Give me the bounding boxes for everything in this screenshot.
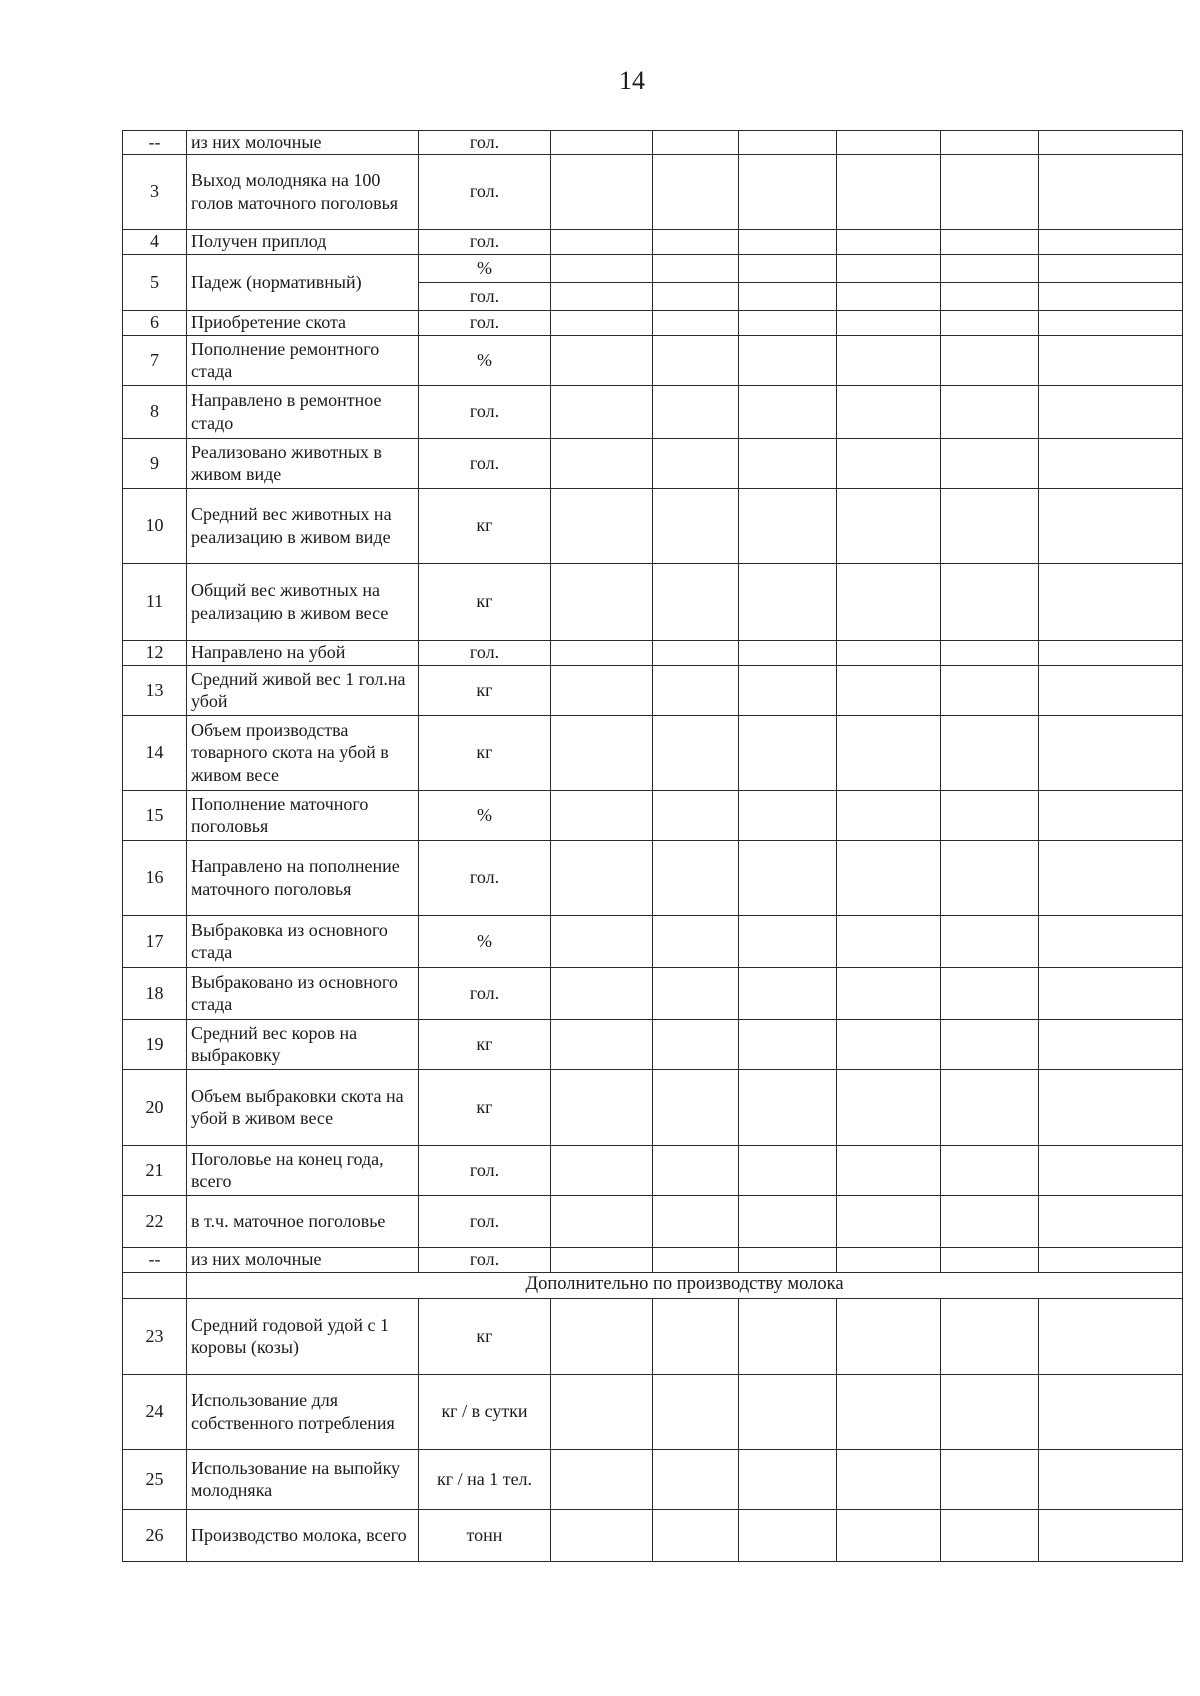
value-cell xyxy=(739,488,837,563)
unit-cell: % xyxy=(419,254,551,282)
value-cell xyxy=(837,840,941,915)
value-cell xyxy=(653,1069,739,1145)
value-cell xyxy=(551,1298,653,1374)
value-cell xyxy=(837,563,941,640)
row-number: 21 xyxy=(123,1145,187,1195)
value-cell xyxy=(551,254,653,282)
indicator-name: Направлено на пополнение маточного поголовья xyxy=(187,840,419,915)
value-cell xyxy=(837,385,941,438)
value-cell xyxy=(1039,915,1183,967)
unit-cell: гол. xyxy=(419,310,551,335)
indicator-name: Пополнение маточного поголовья xyxy=(187,790,419,840)
value-cell xyxy=(837,438,941,488)
value-cell xyxy=(941,967,1039,1019)
value-cell xyxy=(653,1298,739,1374)
value-cell xyxy=(941,310,1039,335)
unit-cell: кг xyxy=(419,488,551,563)
value-cell xyxy=(739,335,837,385)
value-cell xyxy=(653,438,739,488)
indicator-name: Средний вес животных на реализацию в живом виде xyxy=(187,488,419,563)
value-cell xyxy=(941,1449,1039,1509)
table-row xyxy=(123,1195,1183,1247)
value-cell xyxy=(1039,1449,1183,1509)
unit-cell: кг xyxy=(419,1019,551,1069)
value-cell xyxy=(1039,385,1183,438)
table-row xyxy=(123,154,1183,229)
row-number: 22 xyxy=(123,1195,187,1247)
value-cell xyxy=(837,335,941,385)
value-cell xyxy=(653,488,739,563)
indicator-name: Общий вес животных на реализацию в живом весе xyxy=(187,563,419,640)
value-cell xyxy=(653,1374,739,1449)
table-row xyxy=(123,840,1183,915)
table-row xyxy=(123,915,1183,967)
row-number: 25 xyxy=(123,1449,187,1509)
value-cell xyxy=(653,665,739,715)
value-cell xyxy=(551,1195,653,1247)
table-row xyxy=(123,438,1183,488)
indicator-name: Объем выбраковки скота на убой в живом весе xyxy=(187,1069,419,1145)
indicator-name: Выбраковано из основного стада xyxy=(187,967,419,1019)
value-cell xyxy=(739,1145,837,1195)
indicator-name: Объем производства товарного скота на убой в живом весе xyxy=(187,715,419,790)
value-cell xyxy=(653,335,739,385)
value-cell xyxy=(941,385,1039,438)
value-cell xyxy=(941,154,1039,229)
value-cell xyxy=(837,488,941,563)
row-number: 26 xyxy=(123,1509,187,1561)
value-cell xyxy=(837,229,941,254)
unit-cell: % xyxy=(419,915,551,967)
table-row xyxy=(123,1449,1183,1509)
table-row xyxy=(123,790,1183,840)
unit-cell: гол. xyxy=(419,154,551,229)
value-cell xyxy=(837,1019,941,1069)
row-number: 5 xyxy=(123,254,187,310)
value-cell xyxy=(1039,254,1183,282)
livestock-table xyxy=(122,130,1183,1562)
unit-cell: гол. xyxy=(419,840,551,915)
value-cell xyxy=(653,563,739,640)
value-cell xyxy=(653,1247,739,1272)
row-number: 20 xyxy=(123,1069,187,1145)
value-cell xyxy=(739,1195,837,1247)
indicator-name: Направлено в ремонтное стадо xyxy=(187,385,419,438)
value-cell xyxy=(653,254,739,282)
table-row xyxy=(123,131,1183,155)
value-cell xyxy=(551,1145,653,1195)
indicator-name: Направлено на убой xyxy=(187,640,419,665)
value-cell xyxy=(941,915,1039,967)
value-cell xyxy=(1039,282,1183,310)
value-cell xyxy=(551,310,653,335)
row-number: 14 xyxy=(123,715,187,790)
unit-cell: кг xyxy=(419,1298,551,1374)
unit-cell: гол. xyxy=(419,1247,551,1272)
table-row xyxy=(123,229,1183,254)
value-cell xyxy=(837,715,941,790)
value-cell xyxy=(1039,665,1183,715)
row-number: 23 xyxy=(123,1298,187,1374)
section-spacer xyxy=(123,1272,187,1298)
value-cell xyxy=(551,665,653,715)
value-cell xyxy=(551,640,653,665)
row-number: 24 xyxy=(123,1374,187,1449)
row-number: 16 xyxy=(123,840,187,915)
value-cell xyxy=(837,1374,941,1449)
value-cell xyxy=(739,1449,837,1509)
value-cell xyxy=(941,1298,1039,1374)
indicator-name: Получен приплод xyxy=(187,229,419,254)
unit-cell: гол. xyxy=(419,282,551,310)
unit-cell: гол. xyxy=(419,1145,551,1195)
value-cell xyxy=(551,438,653,488)
value-cell xyxy=(941,715,1039,790)
unit-cell: кг xyxy=(419,563,551,640)
value-cell xyxy=(1039,563,1183,640)
table-row xyxy=(123,1019,1183,1069)
value-cell xyxy=(837,640,941,665)
value-cell xyxy=(1039,1509,1183,1561)
indicator-name: Падеж (нормативный) xyxy=(187,254,419,310)
value-cell xyxy=(1039,335,1183,385)
value-cell xyxy=(551,790,653,840)
table-row xyxy=(123,254,1183,282)
indicator-name: Реализовано животных в живом виде xyxy=(187,438,419,488)
value-cell xyxy=(837,1247,941,1272)
indicator-name: Пополнение ремонтного стада xyxy=(187,335,419,385)
value-cell xyxy=(1039,715,1183,790)
value-cell xyxy=(1039,1019,1183,1069)
unit-cell: кг xyxy=(419,715,551,790)
value-cell xyxy=(1039,1069,1183,1145)
unit-cell: гол. xyxy=(419,131,551,155)
value-cell xyxy=(941,131,1039,155)
page-number: 14 xyxy=(619,66,645,95)
row-number: 8 xyxy=(123,385,187,438)
unit-cell: кг xyxy=(419,665,551,715)
value-cell xyxy=(551,840,653,915)
unit-cell: кг xyxy=(419,1069,551,1145)
table-row xyxy=(123,335,1183,385)
value-cell xyxy=(1039,1247,1183,1272)
row-number: 6 xyxy=(123,310,187,335)
value-cell xyxy=(837,1449,941,1509)
value-cell xyxy=(941,1069,1039,1145)
value-cell xyxy=(739,715,837,790)
value-cell xyxy=(739,790,837,840)
unit-cell: гол. xyxy=(419,229,551,254)
value-cell xyxy=(739,840,837,915)
value-cell xyxy=(1039,488,1183,563)
unit-cell: тонн xyxy=(419,1509,551,1561)
value-cell xyxy=(653,1509,739,1561)
row-number: 17 xyxy=(123,915,187,967)
value-cell xyxy=(941,282,1039,310)
value-cell xyxy=(551,1247,653,1272)
value-cell xyxy=(551,1449,653,1509)
value-cell xyxy=(653,1449,739,1509)
value-cell xyxy=(739,665,837,715)
unit-cell: кг / в сутки xyxy=(419,1374,551,1449)
value-cell xyxy=(837,967,941,1019)
value-cell xyxy=(1039,310,1183,335)
value-cell xyxy=(1039,154,1183,229)
value-cell xyxy=(941,665,1039,715)
value-cell xyxy=(1039,640,1183,665)
value-cell xyxy=(837,1145,941,1195)
value-cell xyxy=(739,1298,837,1374)
value-cell xyxy=(551,229,653,254)
indicator-name: Выбраковка из основного стада xyxy=(187,915,419,967)
value-cell xyxy=(551,715,653,790)
indicator-name: Использование на выпойку молодняка xyxy=(187,1449,419,1509)
value-cell xyxy=(1039,1195,1183,1247)
value-cell xyxy=(551,1374,653,1449)
indicator-name: из них молочные xyxy=(187,131,419,155)
row-number: 15 xyxy=(123,790,187,840)
value-cell xyxy=(653,1195,739,1247)
value-cell xyxy=(837,915,941,967)
section-row xyxy=(123,1272,1183,1298)
indicator-name: Средний вес коров на выбраковку xyxy=(187,1019,419,1069)
value-cell xyxy=(837,310,941,335)
value-cell xyxy=(837,1509,941,1561)
table-row xyxy=(123,715,1183,790)
value-cell xyxy=(653,282,739,310)
table-row xyxy=(123,1145,1183,1195)
value-cell xyxy=(837,790,941,840)
value-cell xyxy=(653,840,739,915)
value-cell xyxy=(941,254,1039,282)
value-cell xyxy=(739,310,837,335)
value-cell xyxy=(739,154,837,229)
indicator-name: Использование для собственного потребления xyxy=(187,1374,419,1449)
row-number: 7 xyxy=(123,335,187,385)
value-cell xyxy=(1039,840,1183,915)
table-row xyxy=(123,640,1183,665)
value-cell xyxy=(739,254,837,282)
value-cell xyxy=(941,438,1039,488)
table-row xyxy=(123,665,1183,715)
value-cell xyxy=(739,1247,837,1272)
value-cell xyxy=(739,1509,837,1561)
indicator-name: Производство молока, всего xyxy=(187,1509,419,1561)
indicator-name: Средний годовой удой с 1 коровы (козы) xyxy=(187,1298,419,1374)
row-number: 10 xyxy=(123,488,187,563)
table-row xyxy=(123,1374,1183,1449)
value-cell xyxy=(739,385,837,438)
row-number: -- xyxy=(123,1247,187,1272)
value-cell xyxy=(1039,967,1183,1019)
value-cell xyxy=(739,967,837,1019)
indicator-name: Поголовье на конец года, всего xyxy=(187,1145,419,1195)
unit-cell: гол. xyxy=(419,438,551,488)
indicator-name: Выход молодняка на 100 голов маточного поголовья xyxy=(187,154,419,229)
value-cell xyxy=(551,563,653,640)
value-cell xyxy=(1039,131,1183,155)
value-cell xyxy=(837,1069,941,1145)
table-row xyxy=(123,1298,1183,1374)
value-cell xyxy=(653,385,739,438)
value-cell xyxy=(941,488,1039,563)
value-cell xyxy=(653,1145,739,1195)
value-cell xyxy=(739,1019,837,1069)
value-cell xyxy=(1039,229,1183,254)
table-row xyxy=(123,563,1183,640)
value-cell xyxy=(837,131,941,155)
section-title: Дополнительно по производству молока xyxy=(187,1272,1183,1298)
value-cell xyxy=(941,1374,1039,1449)
unit-cell: гол. xyxy=(419,1195,551,1247)
value-cell xyxy=(739,915,837,967)
value-cell xyxy=(739,1374,837,1449)
value-cell xyxy=(653,1019,739,1069)
value-cell xyxy=(941,1145,1039,1195)
value-cell xyxy=(653,154,739,229)
value-cell xyxy=(551,488,653,563)
value-cell xyxy=(941,1247,1039,1272)
table-row xyxy=(123,310,1183,335)
value-cell xyxy=(941,640,1039,665)
value-cell xyxy=(1039,1298,1183,1374)
row-number: 4 xyxy=(123,229,187,254)
unit-cell: гол. xyxy=(419,385,551,438)
value-cell xyxy=(551,1509,653,1561)
value-cell xyxy=(551,131,653,155)
value-cell xyxy=(739,563,837,640)
value-cell xyxy=(941,1195,1039,1247)
indicator-name: Приобретение скота xyxy=(187,310,419,335)
unit-cell: % xyxy=(419,790,551,840)
table-row xyxy=(123,1069,1183,1145)
value-cell xyxy=(941,563,1039,640)
value-cell xyxy=(837,1298,941,1374)
value-cell xyxy=(551,282,653,310)
value-cell xyxy=(653,310,739,335)
indicator-name: из них молочные xyxy=(187,1247,419,1272)
table-row xyxy=(123,385,1183,438)
unit-cell: % xyxy=(419,335,551,385)
value-cell xyxy=(653,915,739,967)
value-cell xyxy=(941,1019,1039,1069)
value-cell xyxy=(551,385,653,438)
row-number: 13 xyxy=(123,665,187,715)
table-row xyxy=(123,1247,1183,1272)
value-cell xyxy=(551,967,653,1019)
value-cell xyxy=(739,131,837,155)
value-cell xyxy=(739,229,837,254)
value-cell xyxy=(739,640,837,665)
value-cell xyxy=(941,335,1039,385)
unit-cell: кг / на 1 тел. xyxy=(419,1449,551,1509)
value-cell xyxy=(837,665,941,715)
value-cell xyxy=(551,154,653,229)
value-cell xyxy=(837,282,941,310)
row-number: -- xyxy=(123,131,187,155)
unit-cell: гол. xyxy=(419,640,551,665)
value-cell xyxy=(653,229,739,254)
value-cell xyxy=(653,790,739,840)
value-cell xyxy=(1039,790,1183,840)
table-row xyxy=(123,488,1183,563)
table-row xyxy=(123,1509,1183,1561)
unit-cell: гол. xyxy=(419,967,551,1019)
value-cell xyxy=(941,790,1039,840)
row-number: 19 xyxy=(123,1019,187,1069)
value-cell xyxy=(653,715,739,790)
value-cell xyxy=(1039,438,1183,488)
value-cell xyxy=(837,1195,941,1247)
indicator-name: в т.ч. маточное поголовье xyxy=(187,1195,419,1247)
value-cell xyxy=(551,1069,653,1145)
value-cell xyxy=(1039,1374,1183,1449)
value-cell xyxy=(551,335,653,385)
row-number: 12 xyxy=(123,640,187,665)
row-number: 11 xyxy=(123,563,187,640)
value-cell xyxy=(837,154,941,229)
value-cell xyxy=(653,967,739,1019)
value-cell xyxy=(739,1069,837,1145)
row-number: 18 xyxy=(123,967,187,1019)
value-cell xyxy=(653,640,739,665)
value-cell xyxy=(941,1509,1039,1561)
value-cell xyxy=(551,1019,653,1069)
value-cell xyxy=(1039,1145,1183,1195)
value-cell xyxy=(551,915,653,967)
value-cell xyxy=(653,131,739,155)
table-row xyxy=(123,967,1183,1019)
value-cell xyxy=(739,438,837,488)
value-cell xyxy=(941,840,1039,915)
value-cell xyxy=(941,229,1039,254)
value-cell xyxy=(837,254,941,282)
indicator-name: Средний живой вес 1 гол.на убой xyxy=(187,665,419,715)
row-number: 3 xyxy=(123,154,187,229)
value-cell xyxy=(739,282,837,310)
table-body xyxy=(123,131,1183,1562)
row-number: 9 xyxy=(123,438,187,488)
